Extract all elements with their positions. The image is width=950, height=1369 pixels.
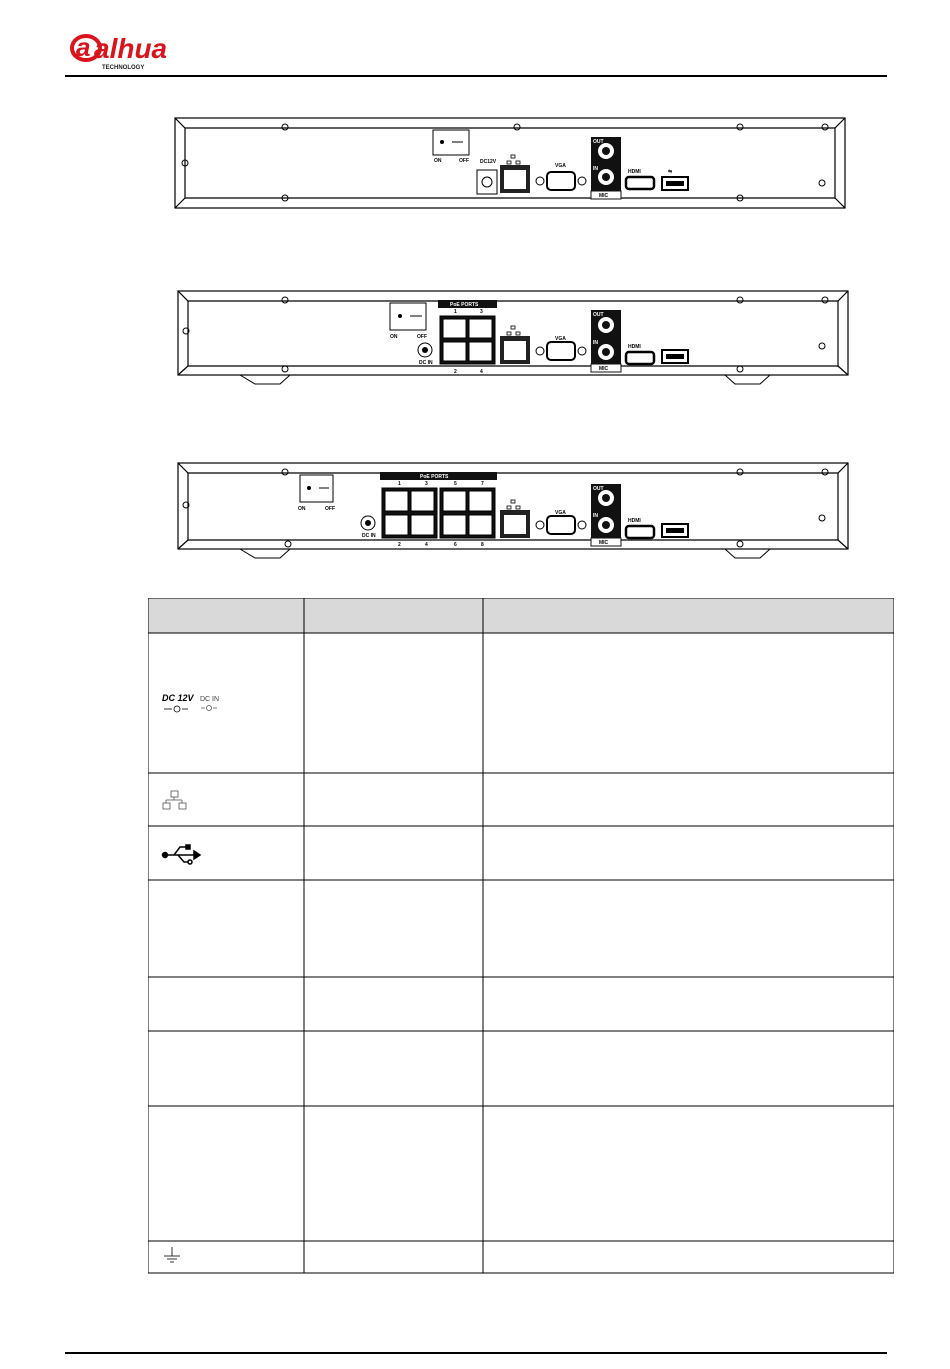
mic-label: MIC bbox=[599, 193, 609, 199]
switch-off-label: OFF bbox=[325, 506, 335, 512]
usb-icon-small: ⇋ bbox=[668, 169, 673, 175]
network-icon bbox=[507, 500, 520, 509]
vga-port[interactable] bbox=[536, 172, 586, 190]
vga-label: VGA bbox=[555, 163, 566, 169]
dc-polarity-icon bbox=[164, 706, 188, 712]
network-icon bbox=[507, 155, 520, 164]
audio-out-label: OUT bbox=[593, 486, 604, 492]
dc-in-polarity-icon bbox=[201, 706, 217, 711]
poe-label: 2 bbox=[454, 369, 457, 375]
vga-port[interactable] bbox=[536, 516, 586, 534]
usb-icon bbox=[163, 845, 201, 864]
rear-panel-3 bbox=[170, 460, 850, 568]
switch-off-label: OFF bbox=[417, 334, 427, 340]
vga-label: VGA bbox=[555, 336, 566, 342]
switch-on-label: ON bbox=[298, 506, 306, 512]
ethernet-port[interactable] bbox=[500, 336, 530, 364]
hdmi-label: HDMI bbox=[628, 518, 641, 524]
mic-label: MIC bbox=[599, 540, 609, 546]
poe-label: 5 bbox=[454, 481, 457, 487]
dahua-logo bbox=[70, 30, 190, 72]
poe-label: 2 bbox=[398, 542, 401, 548]
poe-label: 8 bbox=[481, 542, 484, 548]
hdmi-port[interactable] bbox=[626, 352, 654, 364]
poe-label: 6 bbox=[454, 542, 457, 548]
usb-port[interactable] bbox=[662, 350, 688, 363]
audio-in-label: IN bbox=[593, 166, 598, 172]
rear-panel-2 bbox=[170, 288, 850, 388]
poe-label: 3 bbox=[480, 309, 483, 315]
usb-port[interactable] bbox=[662, 524, 688, 537]
poe-ports[interactable] bbox=[440, 316, 495, 364]
audio-in-label: IN bbox=[593, 340, 598, 346]
dc-label: DC IN bbox=[419, 360, 433, 366]
hdmi-label: HDMI bbox=[628, 344, 641, 350]
dc-label: DC12V bbox=[480, 159, 497, 165]
audio-in-label: IN bbox=[593, 513, 598, 519]
mic-label: MIC bbox=[599, 366, 609, 372]
poe-title: PoE PORTS bbox=[450, 302, 479, 308]
ethernet-port[interactable] bbox=[500, 165, 530, 193]
network-icon bbox=[507, 326, 520, 335]
ethernet-port[interactable] bbox=[500, 510, 530, 538]
poe-ports[interactable] bbox=[382, 488, 495, 538]
hdmi-port[interactable] bbox=[626, 526, 654, 538]
poe-label: 3 bbox=[425, 481, 428, 487]
svg-text:a: a bbox=[76, 32, 91, 62]
ground-icon bbox=[164, 1247, 180, 1262]
dc12v-label: DC 12V bbox=[162, 693, 194, 703]
switch-on-label: ON bbox=[434, 158, 442, 164]
power-switch[interactable] bbox=[390, 303, 426, 330]
network-icon bbox=[163, 791, 186, 809]
brand-text: alhua bbox=[94, 33, 168, 64]
brand-subtitle: TECHNOLOGY bbox=[102, 65, 145, 71]
footer-rule bbox=[65, 1352, 887, 1354]
poe-title: PoE PORTS bbox=[420, 474, 449, 480]
vga-port[interactable] bbox=[536, 342, 586, 360]
poe-label: 1 bbox=[454, 309, 457, 315]
vga-label: VGA bbox=[555, 510, 566, 516]
usb-port[interactable] bbox=[662, 177, 688, 190]
dc-label: DC IN bbox=[362, 533, 376, 539]
port-description-table bbox=[148, 598, 894, 1274]
dc-in-label: DC IN bbox=[200, 696, 220, 703]
poe-label: 4 bbox=[425, 542, 428, 548]
poe-label: 1 bbox=[398, 481, 401, 487]
hdmi-port[interactable] bbox=[626, 177, 654, 189]
switch-on-label: ON bbox=[390, 334, 398, 340]
audio-out-label: OUT bbox=[593, 139, 604, 145]
power-switch[interactable] bbox=[300, 475, 333, 502]
dc-power-port[interactable] bbox=[477, 170, 497, 194]
poe-label: 7 bbox=[481, 481, 484, 487]
poe-label: 4 bbox=[480, 369, 483, 375]
power-switch[interactable] bbox=[433, 130, 469, 155]
switch-off-label: OFF bbox=[459, 158, 469, 164]
table-header bbox=[148, 598, 894, 633]
header-rule bbox=[65, 75, 887, 77]
hdmi-label: HDMI bbox=[628, 169, 641, 175]
audio-out-label: OUT bbox=[593, 312, 604, 318]
rear-panel-1 bbox=[170, 115, 850, 215]
